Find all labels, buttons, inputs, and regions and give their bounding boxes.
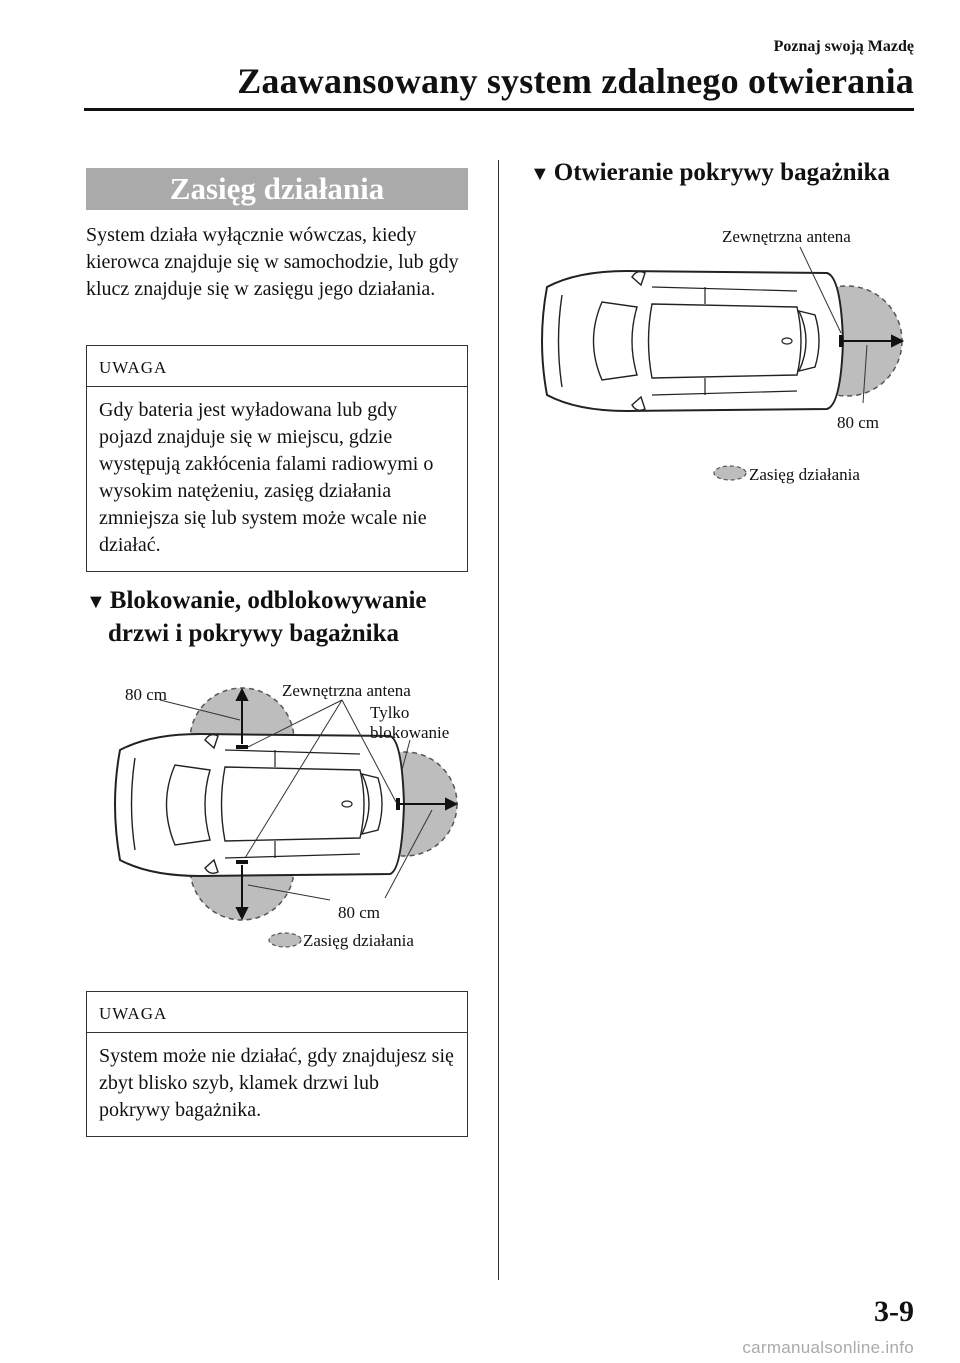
antenna-rear-icon — [839, 335, 843, 347]
triangle-marker-icon: ▼ — [530, 163, 550, 185]
label-lock-only-2: blokowanie — [370, 723, 450, 742]
range-diagram-locking — [80, 670, 475, 965]
car-top-view — [542, 271, 843, 411]
car-top-view — [115, 734, 404, 876]
note-text-2: System może nie działać, gdy znajdujesz się zbyt blisko szyb, klamek drzwi lub pokrywy bagażnika. — [99, 1045, 454, 1121]
range-legend-icon — [714, 466, 746, 480]
column-divider — [498, 160, 499, 1280]
label-distance-top: 80 cm — [125, 685, 168, 704]
page-title: Zaawansowany system zdalnego otwierania — [237, 61, 914, 101]
triangle-marker-icon: ▼ — [86, 591, 106, 613]
note-heading: UWAGA — [87, 346, 467, 387]
label-distance: 80 cm — [837, 413, 880, 432]
header-rule — [84, 108, 914, 111]
label-external-antenna: Zewnętrzna antena — [722, 227, 851, 246]
label-distance-bottom: 80 cm — [338, 903, 381, 922]
antenna-passenger-icon — [236, 860, 248, 864]
subsection-title-line1: Blokowanie, odblokowywanie — [109, 587, 427, 614]
watermark: carmanualsonline.info — [742, 1338, 914, 1357]
page-number: 3-9 — [874, 1295, 914, 1328]
label-range: Zasięg działania — [303, 931, 414, 950]
range-legend-icon — [269, 933, 301, 947]
subsection-title-trunk — [530, 157, 920, 190]
section-body: System działa wyłącznie wówczas, kiedy kierowca znajduje się w samochodzie, lub gdy klucz znajduje się w zasięgu jego działania. — [86, 224, 459, 300]
antenna-driver-icon — [236, 745, 248, 749]
label-external-antenna: Zewnętrzna antena — [282, 681, 411, 700]
subsection-title-line2: drzwi i pokrywy bagażnika — [108, 620, 400, 647]
note-box-2 — [86, 991, 468, 1137]
label-range: Zasięg działania — [749, 465, 860, 484]
label-lock-only-1: Tylko — [370, 703, 410, 722]
antenna-rear-icon — [396, 798, 400, 810]
note-heading-2: UWAGA — [87, 992, 467, 1033]
subsection-title-locking — [86, 585, 476, 649]
chapter-header: Poznaj swoją Mazdę — [773, 38, 914, 55]
note-box — [86, 345, 468, 572]
subsection-title-text: Otwieranie pokrywy bagażnika — [553, 159, 890, 186]
range-diagram-trunk — [525, 215, 920, 490]
note-text: Gdy bateria jest wyładowana lub gdy pojazd znajduje się w miejscu, gdzie występują zakłócenia falami radiowymi o wysokim natężeniu, zasięg działania zmniejsza się lub system może wcale nie działać. — [99, 399, 434, 556]
section-title: Zasięg działania — [86, 168, 468, 210]
